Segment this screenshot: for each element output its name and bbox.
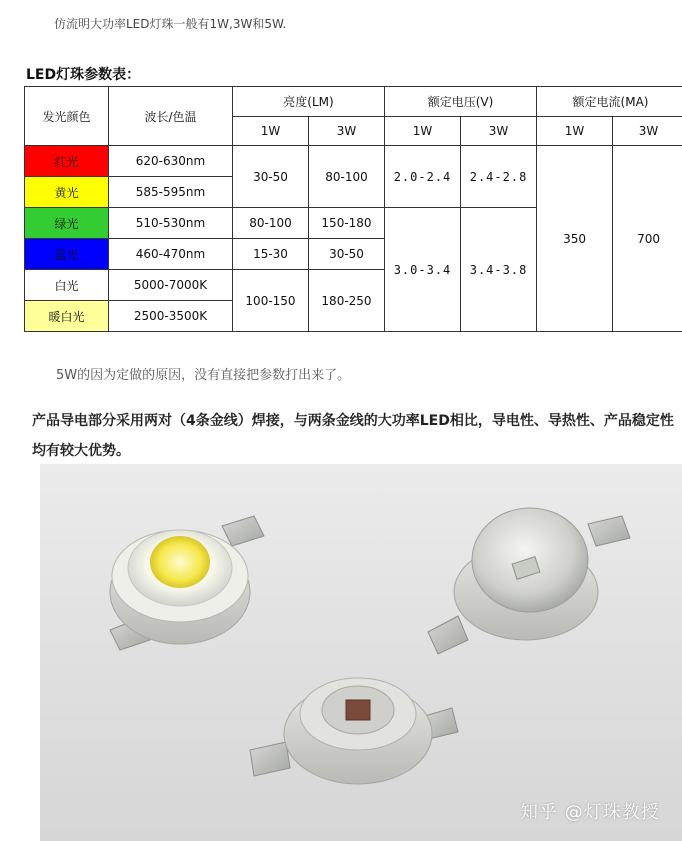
header-color: 发光颜色 bbox=[25, 87, 109, 146]
current-1w: 350 bbox=[537, 146, 613, 332]
voltage-3w-others: 3.4-3.8 bbox=[461, 208, 537, 332]
wavelength-warm-white: 2500-3500K bbox=[109, 301, 233, 332]
led-bead-yellow bbox=[110, 516, 264, 650]
voltage-3w-red-yellow: 2.4-2.8 bbox=[461, 146, 537, 208]
note-text: 5W的因为定做的原因，没有直接把参数打出来了。 bbox=[56, 368, 351, 383]
voltage-1w-others: 3.0-3.4 bbox=[385, 208, 461, 332]
brightness-3w-green: 150-180 bbox=[309, 208, 385, 239]
wavelength-white: 5000-7000K bbox=[109, 270, 233, 301]
header-brightness-1w: 1W bbox=[233, 117, 309, 146]
led-bead-dark-chip bbox=[250, 678, 458, 784]
header-voltage-3w: 3W bbox=[461, 117, 537, 146]
header-current-1w: 1W bbox=[537, 117, 613, 146]
header-wavelength: 波长/色温 bbox=[109, 87, 233, 146]
brightness-3w-blue: 30-50 bbox=[309, 239, 385, 270]
led-product-photo bbox=[40, 464, 682, 841]
product-heading: 产品导电部分采用两对（4条金线）焊接，与两条金线的大功率LED相比，导电性、导热性、产品稳定性均有较大优势。 bbox=[32, 413, 674, 459]
brightness-1w-green: 80-100 bbox=[233, 208, 309, 239]
brightness-3w-white: 180-250 bbox=[309, 270, 385, 332]
table-row-red bbox=[25, 146, 682, 177]
voltage-1w-red-yellow: 2.0-2.4 bbox=[385, 146, 461, 208]
table-title: LED灯珠参数表： bbox=[26, 67, 141, 83]
led-bead-dome bbox=[428, 508, 630, 654]
intro-text: 仿流明大功率LED灯珠一般有1W,3W和5W. bbox=[54, 17, 287, 31]
watermark: 知乎 @灯珠教授 bbox=[520, 802, 660, 823]
led-beads-illustration bbox=[40, 464, 682, 841]
header-voltage-1w: 1W bbox=[385, 117, 461, 146]
wavelength-yellow: 585-595nm bbox=[109, 177, 233, 208]
header-voltage: 额定电压(V) bbox=[385, 87, 537, 117]
header-brightness: 亮度(LM) bbox=[233, 87, 385, 117]
header-current-3w: 3W bbox=[613, 117, 682, 146]
color-cell-white: 白光 bbox=[25, 270, 109, 301]
wavelength-green: 510-530nm bbox=[109, 208, 233, 239]
led-spec-table bbox=[24, 86, 682, 332]
color-cell-green: 绿光 bbox=[25, 208, 109, 239]
color-cell-yellow: 黄光 bbox=[25, 177, 109, 208]
brightness-1w-blue: 15-30 bbox=[233, 239, 309, 270]
header-current: 额定电流(MA) bbox=[537, 87, 682, 117]
color-cell-warm-white: 暖白光 bbox=[25, 301, 109, 332]
header-row bbox=[25, 87, 682, 117]
current-3w: 700 bbox=[613, 146, 682, 332]
brightness-1w-white: 100-150 bbox=[233, 270, 309, 332]
wavelength-red: 620-630nm bbox=[109, 146, 233, 177]
color-cell-blue: 蓝光 bbox=[25, 239, 109, 270]
header-brightness-3w: 3W bbox=[309, 117, 385, 146]
color-cell-red: 红光 bbox=[25, 146, 109, 177]
brightness-1w-red-yellow: 30-50 bbox=[233, 146, 309, 208]
wavelength-blue: 460-470nm bbox=[109, 239, 233, 270]
brightness-3w-red-yellow: 80-100 bbox=[309, 146, 385, 208]
